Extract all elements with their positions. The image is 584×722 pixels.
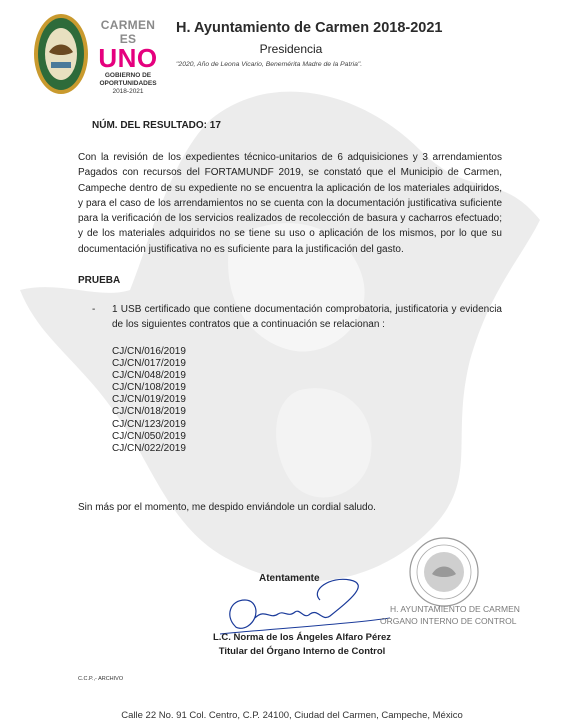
- brand-line-4: 2018-2021: [112, 88, 144, 95]
- contract-list: [112, 346, 186, 455]
- contract-item: CJ/CN/048/2019: [112, 370, 186, 382]
- contract-item: CJ/CN/019/2019: [112, 394, 186, 406]
- contract-item: CJ/CN/016/2019: [112, 346, 186, 357]
- header-quote: "2020, Año de Leona Vicario, Benemérita Madre de la Patria".: [176, 61, 363, 68]
- contract-item: CJ/CN/050/2019: [112, 430, 186, 442]
- official-stamp-seal: [408, 536, 480, 608]
- brand-line-3: GOBIERNO DE OPORTUNIDADES: [99, 72, 157, 87]
- signer-name: L.C. Norma de los Ángeles Alfaro Pérez: [212, 632, 392, 643]
- prueba-heading: PRUEBA: [78, 275, 121, 286]
- municipal-seal-logo: [33, 12, 89, 96]
- brand-line-2: UNO: [98, 43, 158, 73]
- footer-address: Calle 22 No. 91 Col. Centro, C.P. 24100, Ciudad del Carmen, Campeche, México: [121, 710, 463, 721]
- watermark-emblem: [0, 60, 584, 620]
- result-number: NÚM. DEL RESULTADO: 17: [92, 120, 221, 131]
- stamp-line-2: ORGANO INTERNO DE CONTROL: [380, 616, 517, 626]
- bullet-dash: -: [92, 304, 96, 315]
- closing-line: Sin más por el momento, me despido enviándole un cordial saludo.: [78, 502, 376, 513]
- header-subtitle: Presidencia: [259, 42, 323, 56]
- bullet-text: 1 USB certificado que contiene documentación comprobatoria, justificatoria y evidencia de los siguientes contratos que a continuación se relacionan :: [112, 304, 502, 330]
- body-paragraph: Con la revisión de los expedientes técnico-unitarios de 6 adquisiciones y 3 arrendamientos Pagados con recursos del FORTAMUNDF 2019, se constató que el Municipio de Carmen, Campeche dentro de su expediente no se encuentra la aplicación de los materiales adquiridos, y para el caso de los arrendamientos no se cuenta con la documentación justificativa suficiente para la verificación de los servicios realizados de recolección de basura y cacharros efectuado; y de los materiales adquiridos no se tiene su uso o aplicación de los mismos, por lo que su documentación justificativa no es suficiente para la justificación del gasto.: [78, 152, 502, 255]
- brand-logo: [93, 18, 163, 95]
- header-title: H. Ayuntamiento de Carmen 2018-2021: [176, 20, 443, 36]
- contract-item: CJ/CN/022/2019: [112, 442, 186, 454]
- stamp-text: [380, 603, 540, 627]
- stamp-line-1: H. AYUNTAMIENTO DE CARMEN: [390, 604, 520, 614]
- signer-position: Titular del Órgano Interno de Control: [218, 646, 386, 657]
- contract-item: CJ/CN/123/2019: [112, 418, 186, 430]
- ccp-archive: C.C.P.,- ARCHIVO: [78, 676, 124, 682]
- contract-item: CJ/CN/017/2019: [112, 358, 186, 370]
- atentamente-label: Atentamente: [259, 573, 320, 584]
- contract-item: CJ/CN/018/2019: [112, 406, 186, 418]
- handwritten-signature: [200, 578, 400, 638]
- signer-block: [202, 631, 402, 659]
- contract-item: CJ/CN/108/2019: [112, 382, 186, 394]
- brand-line-1: CARMEN ES: [100, 18, 156, 46]
